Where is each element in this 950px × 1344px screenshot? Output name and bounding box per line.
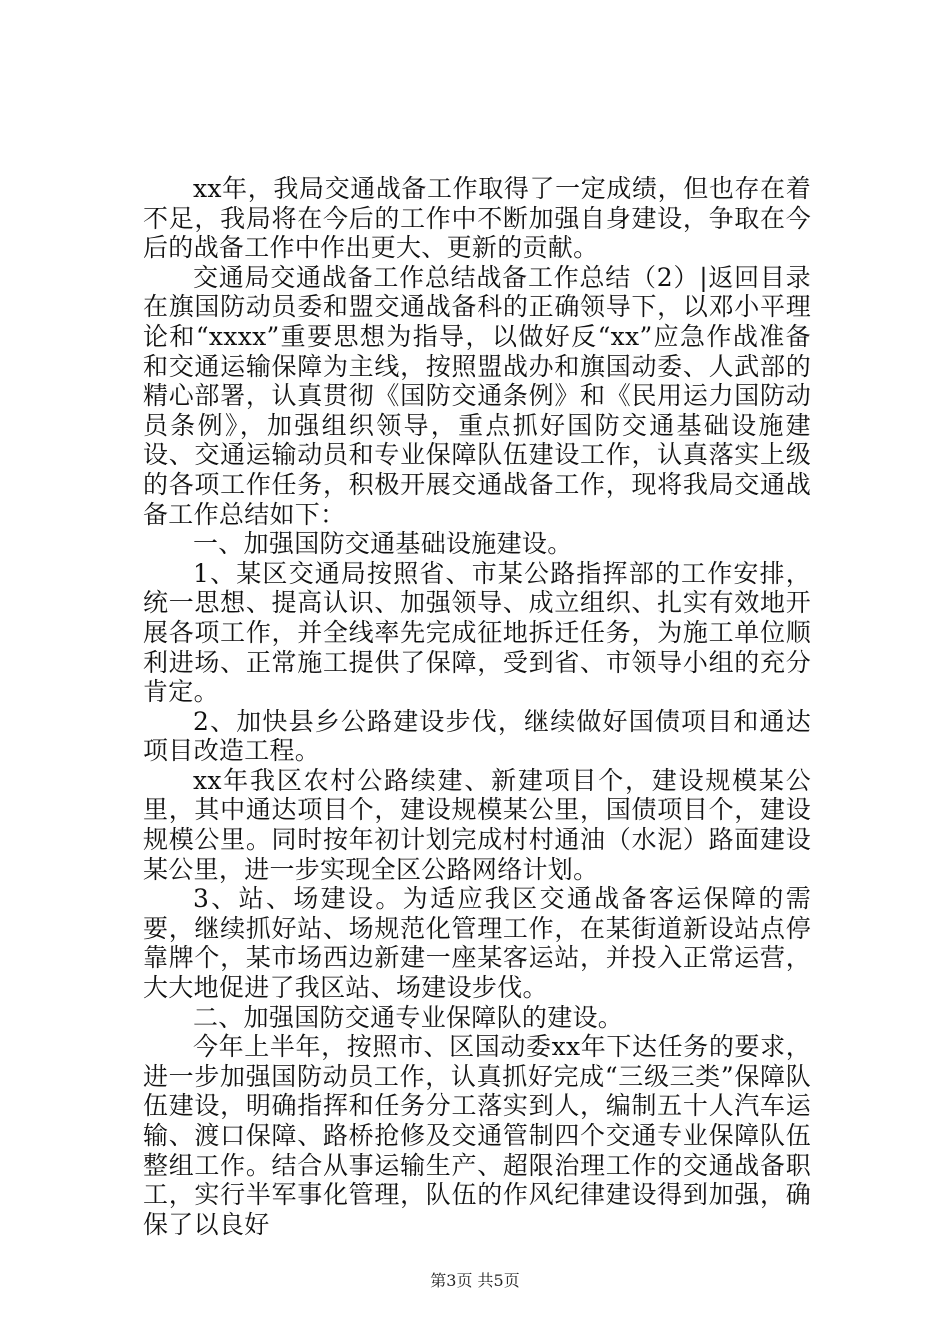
paragraph-4: 2、加快县乡公路建设步伐，继续做好国债项目和通达项目改造工程。 — [143, 706, 811, 766]
paragraph-5: xx年我区农村公路续建、新建项目个，建设规模某公里，其中通达项目个，建设规模某公里，国债项目个，建设规模公里。同时按年初计划完成村村通油（水泥）路面建设某公里，进一步实现全区公路网络计划。 — [143, 765, 811, 884]
page-footer: 第3页 共5页 — [430, 1271, 520, 1290]
section-heading-2: 二、加强国防交通专业保障队的建设。 — [193, 1002, 624, 1032]
paragraph-3: 1、某区交通局按照省、市某公路指挥部的工作安排，统一思想、提高认识、加强领导、成立组织、扎实有效地开展各项工作，并全线率先完成征地拆迁任务，为施工单位顺利进场、正常施工提供了保障，受到省、市领导小组的充分肯定。 — [143, 558, 811, 707]
document-body — [143, 174, 811, 1239]
section-heading-1: 一、加强国防交通基础设施建设。 — [193, 529, 573, 559]
paragraph-6: 3、站、场建设。为适应我区交通战备客运保障的需要，继续抓好站、场规范化管理工作，在某街道新设站点停靠牌个，某市场西边新建一座某客运站，并投入正常运营，大大地促进了我区站、场建设步伐。 — [143, 884, 811, 1003]
paragraph-1: xx年，我局交通战备工作取得了一定成绩，但也存在着不足，我局将在今后的工作中不断加强自身建设，争取在今后的战备工作中作出更大、更新的贡献。 — [143, 174, 811, 263]
paragraph-2: 交通局交通战备工作总结战备工作总结（2）|返回目录在旗国防动员委和盟交通战备科的正确领导下，以邓小平理论和“xxxx”重要思想为指导，以做好反“xx”应急作战准备和交通运输保障为主线，按照盟战办和旗国动委、人武部的精心部署，认真贯彻《国防交通条例》和《民用运力国防动员条例》，加强组织领导，重点抓好国防交通基础设施建设、交通运输动员和专业保障队伍建设工作，认真落实上级的各项工作任务，积极开展交通战备工作，现将我局交通战备工作总结如下： — [143, 262, 811, 529]
paragraph-7: 今年上半年，按照市、区国动委xx年下达任务的要求，进一步加强国防动员工作，认真抓好完成“三级三类”保障队伍建设，明确指挥和任务分工落实到人，编制五十人汽车运输、渡口保障、路桥抢修及交通管制四个交通专业保障队伍整组工作。结合从事运输生产、超限治理工作的交通战备职工，实行半军事化管理，队伍的作风纪律建设得到加强，确保了以良好 — [143, 1032, 811, 1239]
